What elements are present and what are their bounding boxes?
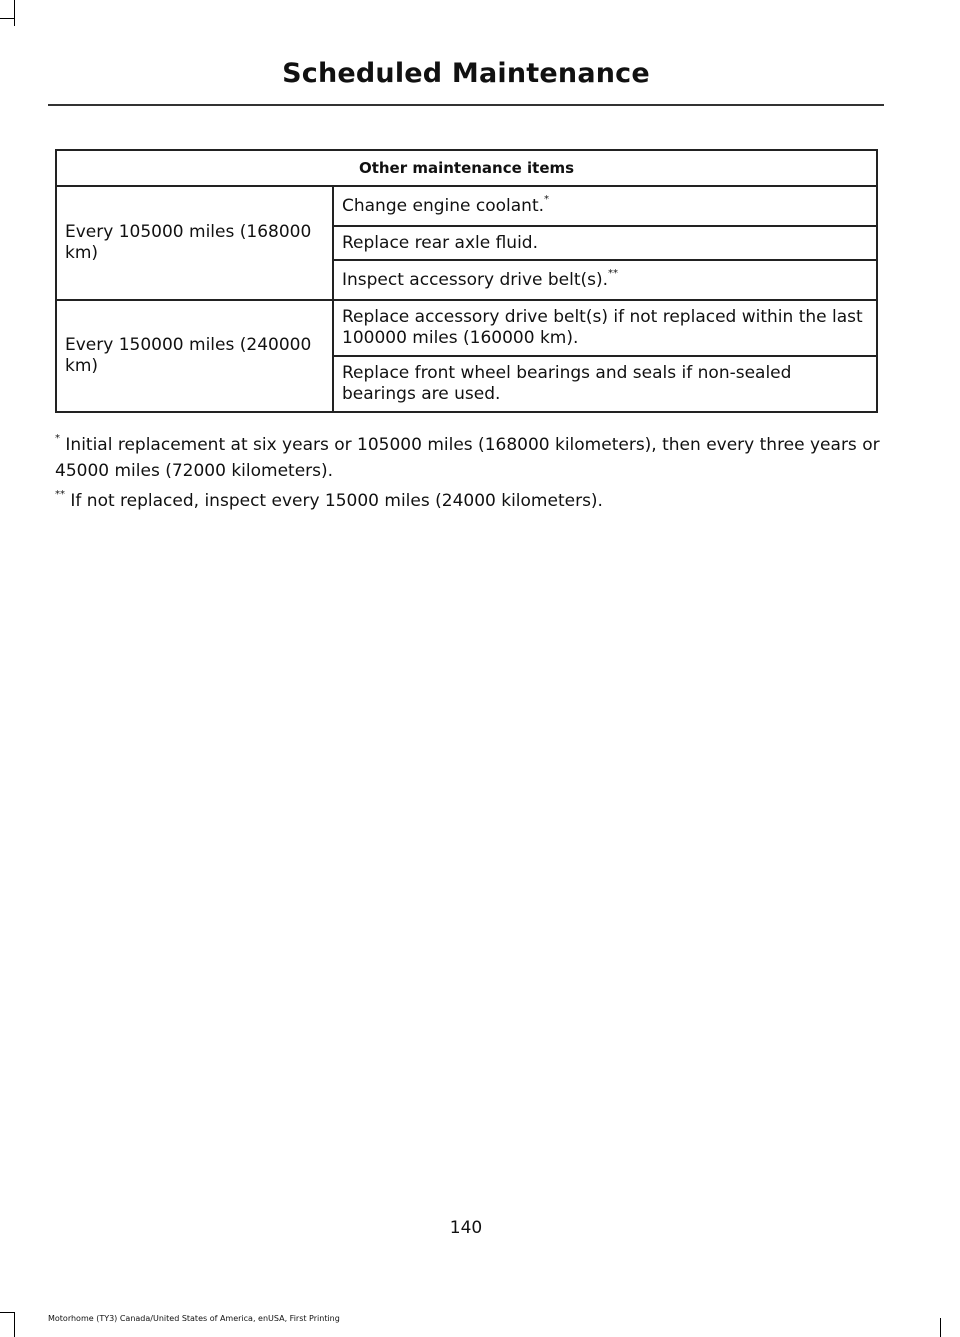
task-text: Inspect accessory drive belt(s). xyxy=(342,269,609,290)
task-cell xyxy=(333,226,877,260)
interval-cell: Every 150000 miles (240000 km) xyxy=(56,300,333,412)
crop-mark xyxy=(940,1318,941,1337)
task-cell xyxy=(333,260,877,300)
footnote xyxy=(55,488,880,514)
footnote-marker: ** xyxy=(608,267,619,279)
table-row xyxy=(56,186,877,226)
title-divider xyxy=(48,104,884,106)
footnote-text: If not replaced, inspect every 15000 miles (24000 kilometers). xyxy=(65,491,603,511)
crop-mark xyxy=(14,1312,15,1337)
crop-mark xyxy=(14,0,15,26)
crop-mark xyxy=(0,1312,14,1313)
footnote-marker: * xyxy=(544,193,550,205)
task-text: Replace accessory drive belt(s) if not replaced within the last 100000 miles (160000 km). xyxy=(342,307,863,348)
footnote-text: Initial replacement at six years or 105000 miles (168000 kilometers), then every three years or 45000 miles (72000 kilometers). xyxy=(55,435,880,481)
task-text: Replace front wheel bearings and seals if non-sealed bearings are used. xyxy=(342,363,792,404)
task-cell xyxy=(333,186,877,226)
task-text: Change engine coolant. xyxy=(342,195,545,216)
footnotes xyxy=(55,432,880,518)
footnote xyxy=(55,432,880,484)
page-title: Scheduled Maintenance xyxy=(282,58,650,89)
table-row xyxy=(56,300,877,356)
interval-cell: Every 105000 miles (168000 km) xyxy=(56,186,333,300)
publication-info: Motorhome (TY3) Canada/United States of America, enUSA, First Printing xyxy=(48,1314,340,1323)
page-number: 140 xyxy=(449,1218,483,1238)
table-caption: Other maintenance items xyxy=(56,150,877,186)
task-text: Replace rear axle fluid. xyxy=(342,232,538,253)
footnote-marker: * xyxy=(55,433,60,445)
task-cell xyxy=(333,356,877,412)
task-cell xyxy=(333,300,877,356)
footnote-marker: ** xyxy=(55,489,65,501)
crop-mark xyxy=(0,18,14,19)
maintenance-table xyxy=(55,149,878,413)
